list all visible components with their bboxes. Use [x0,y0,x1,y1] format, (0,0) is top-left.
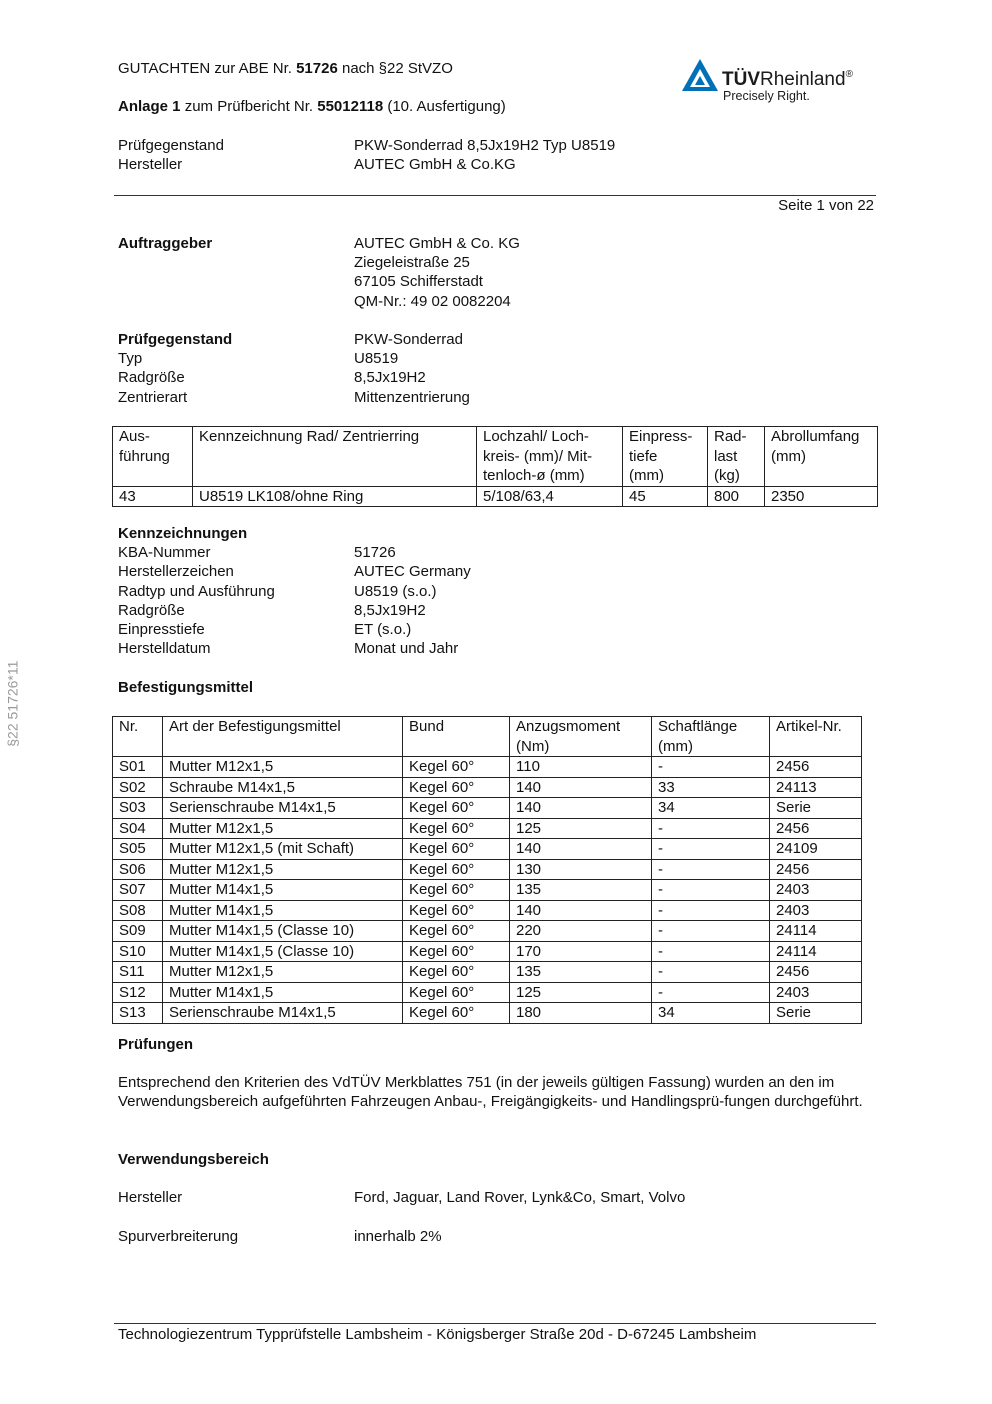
wheel-spec-table [112,426,878,507]
table-cell: 2456 [770,859,862,880]
table-cell: Kegel 60° [403,859,510,880]
table-cell: 43 [113,486,193,507]
table-cell: Kegel 60° [403,921,510,942]
table-cell: 220 [510,921,652,942]
table-cell: - [652,859,770,880]
table-cell: 24109 [770,839,862,860]
side-mark: §22 51726*11 [4,660,21,747]
table-cell: Serienschraube M14x1,5 [163,798,403,819]
table-cell: S13 [113,1003,163,1024]
footer-divider [114,1323,876,1324]
table-cell: - [652,900,770,921]
table-cell: - [652,941,770,962]
table-header-cell: Art der Befestigungsmittel [163,717,403,757]
section-heading: Verwendungsbereich [118,1151,269,1168]
report-number: 55012118 [317,98,384,115]
logo-tagline: Precisely Right. [723,89,810,103]
table-cell: 2403 [770,900,862,921]
table-header-cell: Nr. [113,717,163,757]
table-header-cell: Lochzahl/ Loch- kreis- (mm)/ Mit- tenloch-ø (mm) [477,427,623,487]
table-cell: Kegel 60° [403,962,510,983]
table-cell: Kegel 60° [403,982,510,1003]
section-heading: Prüfungen [118,1036,193,1053]
table-cell: 2456 [770,757,862,778]
logo-wordmark: TÜVRheinland® [722,69,853,90]
table-cell: S12 [113,982,163,1003]
table-cell: Mutter M12x1,5 [163,859,403,880]
table-row [113,777,862,798]
table-cell: 2456 [770,818,862,839]
table-cell: S06 [113,859,163,880]
table-row [113,486,878,507]
table-cell: 180 [510,1003,652,1024]
table-header-cell: Kennzeichnung Rad/ Zentrierring [193,427,477,487]
table-cell: Kegel 60° [403,900,510,921]
footer-address: Technologiezentrum Typprüfstelle Lambsheim - Königsberger Straße 20d - D-67245 Lambsheim [118,1326,757,1343]
table-cell: S11 [113,962,163,983]
table-cell: Serie [770,1003,862,1024]
table-cell: 135 [510,880,652,901]
table-cell: S09 [113,921,163,942]
table-cell: 2403 [770,982,862,1003]
table-cell: Mutter M12x1,5 [163,962,403,983]
page-number: Seite 1 von 22 [778,197,874,214]
table-row [113,982,862,1003]
table-header-cell: Artikel-Nr. [770,717,862,757]
table-cell: Kegel 60° [403,777,510,798]
table-cell: S07 [113,880,163,901]
table-cell: 2403 [770,880,862,901]
table-row [113,859,862,880]
table-cell: 33 [652,777,770,798]
table-cell: Kegel 60° [403,798,510,819]
document-title: GUTACHTEN zur ABE Nr. 51726 nach §22 StVZO [118,60,453,77]
table-cell: 140 [510,839,652,860]
abe-number: 51726 [296,60,338,77]
table-cell: Serie [770,798,862,819]
table-cell: 130 [510,859,652,880]
table-cell: S05 [113,839,163,860]
fastener-table [112,716,862,1024]
table-header-cell: Rad- last (kg) [708,427,765,487]
section-heading: Befestigungsmittel [118,679,254,696]
table-row [113,757,862,778]
table-row [113,962,862,983]
table-row [113,880,862,901]
table-row [113,818,862,839]
table-row [113,921,862,942]
table-cell: 24113 [770,777,862,798]
table-cell: 170 [510,941,652,962]
pruefungen-text: Entsprechend den Kriterien des VdTÜV Merkblattes 751 (in der jeweils gültigen Fassung) wurden an den im Verwendungsbereich aufgeführten Fahrzeugen Anbau-, Freigängigkeits- und Handlingsprü-fungen durchgeführt. [118,1074,863,1111]
table-row [113,941,862,962]
table-cell: 140 [510,777,652,798]
table-cell: 140 [510,798,652,819]
tuv-triangle-icon [680,57,720,93]
table-cell: 125 [510,982,652,1003]
table-cell: - [652,982,770,1003]
table-cell: - [652,962,770,983]
table-cell: - [652,818,770,839]
table-row [113,1003,862,1024]
table-cell: 45 [623,486,708,507]
tuv-rheinland-logo [680,55,870,105]
table-cell: U8519 LK108/ohne Ring [193,486,477,507]
table-header-row [113,717,862,757]
table-cell: Mutter M14x1,5 [163,880,403,901]
table-cell: 24114 [770,941,862,962]
table-header-cell: Einpress- tiefe (mm) [623,427,708,487]
table-header-cell: Bund [403,717,510,757]
table-cell: 2456 [770,962,862,983]
table-cell: 2350 [765,486,878,507]
table-cell: - [652,757,770,778]
table-cell: 135 [510,962,652,983]
table-cell: S02 [113,777,163,798]
table-header-cell: Aus- führung [113,427,193,487]
table-row [113,798,862,819]
table-cell: 125 [510,818,652,839]
table-cell: Kegel 60° [403,880,510,901]
table-cell: Mutter M14x1,5 (Classe 10) [163,941,403,962]
table-cell: 34 [652,798,770,819]
table-cell: S10 [113,941,163,962]
table-cell: Mutter M12x1,5 [163,757,403,778]
table-row [113,839,862,860]
table-cell: Kegel 60° [403,818,510,839]
section-heading: Kennzeichnungen [118,525,248,542]
table-cell: 34 [652,1003,770,1024]
header-divider [114,195,876,196]
table-cell: Mutter M12x1,5 [163,818,403,839]
table-cell: Kegel 60° [403,757,510,778]
table-header-row [113,427,878,487]
table-cell: S08 [113,900,163,921]
table-cell: Kegel 60° [403,839,510,860]
table-cell: Mutter M14x1,5 (Classe 10) [163,921,403,942]
table-header-cell: Schaftlänge (mm) [652,717,770,757]
document-subtitle: Anlage 1 zum Prüfbericht Nr. 55012118 (10. Ausfertigung) [118,98,506,115]
table-cell: Mutter M12x1,5 (mit Schaft) [163,839,403,860]
table-cell: Mutter M14x1,5 [163,982,403,1003]
table-cell: S04 [113,818,163,839]
table-cell: Kegel 60° [403,941,510,962]
table-cell: S03 [113,798,163,819]
table-cell: - [652,839,770,860]
table-cell: 5/108/63,4 [477,486,623,507]
table-cell: Schraube M14x1,5 [163,777,403,798]
table-row [113,900,862,921]
table-cell: 110 [510,757,652,778]
table-cell: Mutter M14x1,5 [163,900,403,921]
table-header-cell: Abrollumfang (mm) [765,427,878,487]
table-cell: 800 [708,486,765,507]
table-cell: Serienschraube M14x1,5 [163,1003,403,1024]
table-cell: - [652,880,770,901]
table-cell: 140 [510,900,652,921]
table-cell: Kegel 60° [403,1003,510,1024]
table-cell: - [652,921,770,942]
table-cell: S01 [113,757,163,778]
table-header-cell: Anzugsmoment (Nm) [510,717,652,757]
table-cell: 24114 [770,921,862,942]
